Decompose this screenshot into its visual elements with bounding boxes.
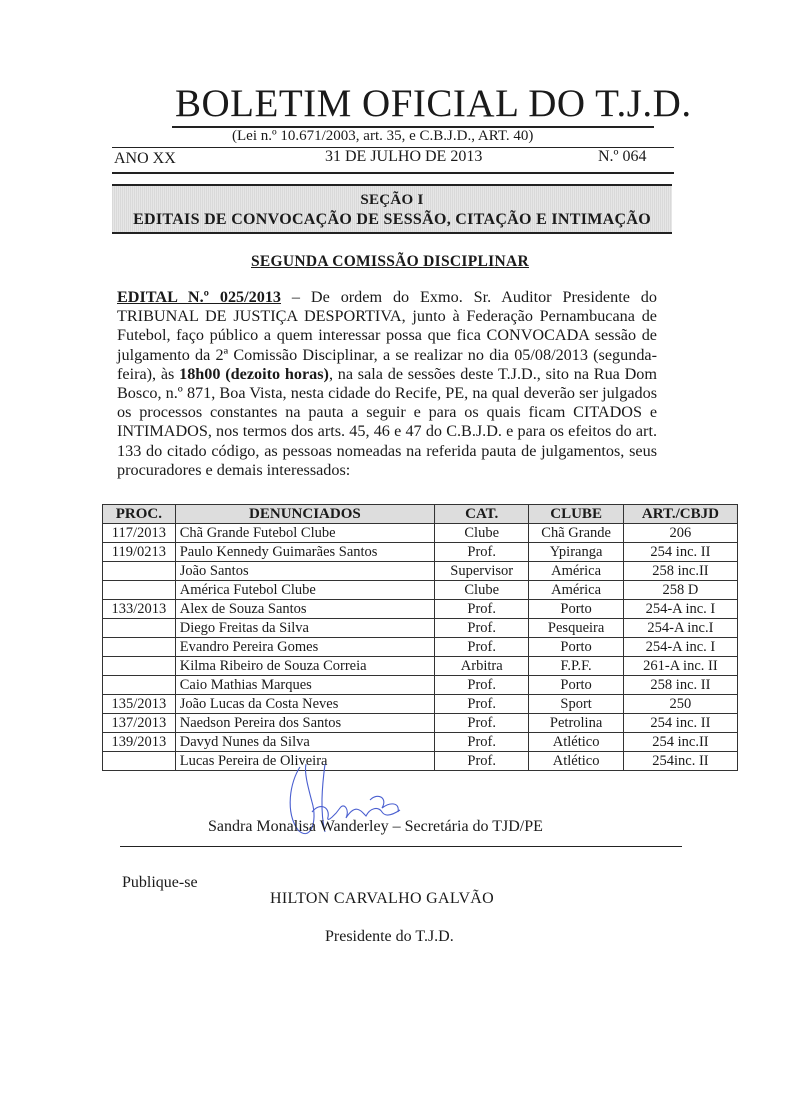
cell-clube: Pesqueira [529,619,624,638]
table-header-row [103,505,738,524]
table-row [103,752,738,771]
cell-clube: Porto [529,638,624,657]
cell-cat: Clube [435,581,529,600]
secretary-signature-line: Sandra Monalisa Wanderley – Secretária do TJD/PE [208,818,543,835]
cell-art: 250 [623,695,737,714]
cell-art: 254-A inc. I [623,600,737,619]
cell-art: 254 inc. II [623,714,737,733]
cell-proc [103,562,176,581]
section-banner [112,184,672,234]
edital-number: EDITAL N.º 025/2013 [117,288,282,306]
cell-cat: Prof. [435,752,529,771]
law-reference: (Lei n.º 10.671/2003, art. 35, e C.B.J.D., ART. 40) [232,128,534,144]
cell-cat: Supervisor [435,562,529,581]
cell-art: 206 [623,524,737,543]
cell-cat: Clube [435,524,529,543]
table-row [103,543,738,562]
header-art: ART./CBJD [623,505,737,524]
cell-clube: América [529,562,624,581]
cell-denunciado: Kilma Ribeiro de Souza Correia [175,657,434,676]
cell-proc [103,581,176,600]
cell-cat: Prof. [435,695,529,714]
cell-cat: Prof. [435,733,529,752]
section-title: EDITAIS DE CONVOCAÇÃO DE SESSÃO, CITAÇÃO E INTIMAÇÃO [133,211,651,228]
cell-proc: 137/2013 [103,714,176,733]
cell-proc [103,752,176,771]
header-cat: CAT. [435,505,529,524]
cell-clube: Porto [529,676,624,695]
cell-proc [103,676,176,695]
cell-art: 254-A inc. I [623,638,737,657]
cell-denunciado: Chã Grande Futebol Clube [175,524,434,543]
cell-art: 258 inc. II [623,676,737,695]
cell-denunciado: Lucas Pereira de Oliveira [175,752,434,771]
table-row [103,695,738,714]
section-label: SEÇÃO I [360,192,424,208]
edital-text-part1: – De ordem do Exmo. Sr. Auditor Presidente do TRIBUNAL DE JUSTIÇA DESPORTIVA, junto à Federação Pernambucana de Futebol, faço público a quem interessar possa que fica CONVOCADA sessão de julgamento da 2ª Comissão Disciplinar, a se realizar no dia 05/08/2013 (segunda-feira), às [117,288,657,383]
cell-art: 254 inc. II [623,543,737,562]
cell-art: 254 inc.II [623,733,737,752]
session-time: 18h00 (dezoito horas) [179,364,329,383]
cell-denunciado: América Futebol Clube [175,581,434,600]
cell-denunciado: Alex de Souza Santos [175,600,434,619]
table-row [103,581,738,600]
table-row [103,619,738,638]
table-row [103,676,738,695]
cell-denunciado: João Santos [175,562,434,581]
cell-clube: Porto [529,600,624,619]
cell-cat: Prof. [435,543,529,562]
cell-proc: 119/0213 [103,543,176,562]
cell-proc: 135/2013 [103,695,176,714]
cell-proc [103,657,176,676]
cell-denunciado: João Lucas da Costa Neves [175,695,434,714]
cell-art: 254inc. II [623,752,737,771]
cell-denunciado: Davyd Nunes da Silva [175,733,434,752]
cell-proc [103,638,176,657]
cell-clube: América [529,581,624,600]
year-label: ANO XX [114,150,176,167]
president-title: Presidente do T.J.D. [325,928,454,945]
header-denunciados: DENUNCIADOS [175,505,434,524]
header-proc: PROC. [103,505,176,524]
cell-clube: Chã Grande [529,524,624,543]
header-clube: CLUBE [529,505,624,524]
meta-rule-bottom [112,172,674,174]
table-row [103,562,738,581]
cell-clube: Atlético [529,733,624,752]
table-row [103,657,738,676]
cell-art: 258 inc.II [623,562,737,581]
cell-clube: Sport [529,695,624,714]
cell-clube: Ypiranga [529,543,624,562]
cell-denunciado: Diego Freitas da Silva [175,619,434,638]
table-row [103,714,738,733]
commission-heading: SEGUNDA COMISSÃO DISCIPLINAR [251,253,529,270]
cell-denunciado: Naedson Pereira dos Santos [175,714,434,733]
edital-text-part2: , na sala de sessões deste T.J.D., sito na Rua Dom Bosco, n.º 871, Boa Vista, nesta cidade do Recife, PE, na qual deverão ser julgados os processos constantes na pauta a seguir e para os quais ficam CITADOS e INTIMADOS, nos termos dos arts. 45, 46 e 47 do C.B.J.D. e para os efeitos do art. 133 do citado código, as pessoas nomeadas na referida pauta de julgamentos, seus procuradores e demais interessados: [117,364,657,479]
cell-denunciado: Caio Mathias Marques [175,676,434,695]
cell-cat: Prof. [435,676,529,695]
table-row [103,638,738,657]
cell-art: 258 D [623,581,737,600]
cell-cat: Prof. [435,714,529,733]
signature-rule [120,846,682,847]
cell-proc: 133/2013 [103,600,176,619]
cell-proc: 117/2013 [103,524,176,543]
cell-proc [103,619,176,638]
cell-denunciado: Paulo Kennedy Guimarães Santos [175,543,434,562]
cell-clube: F.P.F. [529,657,624,676]
judgment-schedule-table [102,504,738,771]
cell-proc: 139/2013 [103,733,176,752]
cell-cat: Prof. [435,619,529,638]
cell-denunciado: Evandro Pereira Gomes [175,638,434,657]
cell-cat: Arbitra [435,657,529,676]
cell-clube: Petrolina [529,714,624,733]
bulletin-title: BOLETIM OFICIAL DO T.J.D. [175,82,692,125]
cell-art: 261-A inc. II [623,657,737,676]
issue-date: 31 DE JULHO DE 2013 [325,148,483,165]
publique-se-label: Publique-se [122,874,198,891]
table-row [103,600,738,619]
cell-art: 254-A inc.I [623,619,737,638]
table-row [103,524,738,543]
cell-clube: Atlético [529,752,624,771]
table-row [103,733,738,752]
president-name: HILTON CARVALHO GALVÃO [270,890,495,907]
issue-number: N.º 064 [598,148,647,165]
cell-cat: Prof. [435,600,529,619]
edital-paragraph [117,288,657,480]
cell-cat: Prof. [435,638,529,657]
